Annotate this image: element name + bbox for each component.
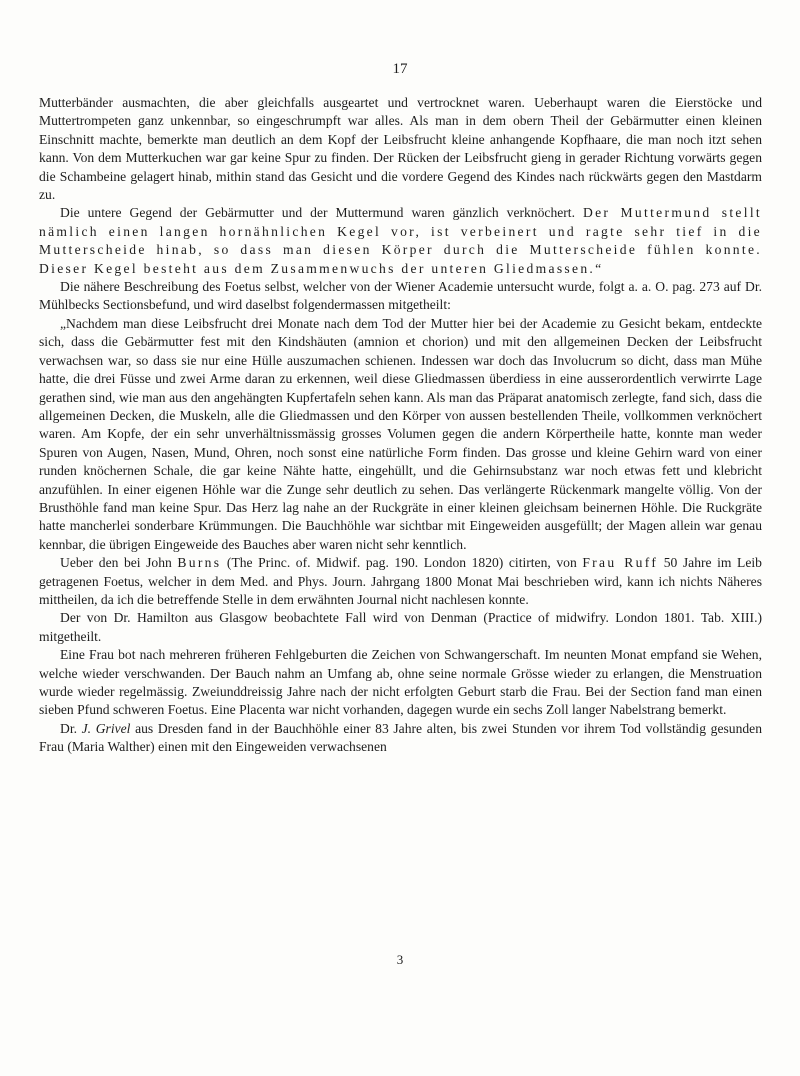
paragraph-2-text: Die untere Gegend der Gebärmutter und der Muttermund waren gänzlich verknöchert. — [60, 205, 575, 221]
paragraph-2 — [39, 204, 762, 278]
paragraph-8-post: aus Dresden fand in der Bauchhöhle einer 83 Jahre alten, bis zwei Stunden vor ihrem Tod vollständig gesunden Frau (Maria Walther) einen mit den Eingeweiden verwachsenen — [39, 720, 762, 755]
paragraph-5-mid: (The Princ. of. Midwif. pag. 190. London 1820) citirten, von — [226, 555, 577, 571]
body-text — [39, 94, 762, 757]
paragraph-2-spaced-text: Der Muttermund stellt nämlich einen langen hornähnlichen Kegel vor, ist verbeinert und ragte sehr tief in die Mutterscheide hinab, so dass man diesen Körper durch die Mutterscheide fühlen konnte. Dieser Kegel besteht aus dem Zusammenwuchs der unteren Gliedmassen.“ — [39, 205, 762, 276]
author-name-burns: Burns — [177, 555, 222, 571]
paragraph-5-post: 50 Jahre im Leib getragenen Foetus, welcher in dem Med. and Phys. Journ. Jahrgang 1800 Monat Mai beschrieben wird, kann ich nichts Näheres mittheilen, da ich die betreffende Stelle in dem erwähnten Journal nicht nachlesen konnte. — [39, 555, 762, 607]
paragraph-5 — [39, 554, 762, 609]
paragraph-5-pre: Ueber den bei John — [60, 555, 172, 571]
paragraph-4: „Nachdem man diese Leibsfrucht drei Monate nach dem Tod der Mutter hier bei der Academie zu Gesicht bekam, entdeckte sich, dass die Gebärmutter fest mit den Kindshäuten (amnion et chorion) und mit den allgemeinen Decken der Leibsfrucht verwachsen war, so dass sie nur eine Hülle auszumachen schienen. Indessen war doch das Involucrum so dicht, dass man Mühe hatte, die drei Füsse und zwei Arme daran zu erkennen, weil diese Gliedmassen überdiess in eine ausserordentlich verwirrte Lage gerathen sind, wie man aus den angehängten Kupfertafeln sehen kann. Als man das Präparat anatomisch zerlegte, fand sich, dass die allgemeinen Decken, die Muskeln, alle die Gliedmassen und den Körper von aussen bestellenden Theile, vollkommen verknöchert waren. Am Kopfe, der ein sehr unverhältnissmässig grosses Volumen gegen die andern Körpertheile hatte, konnte man weder Spuren von Augen, Nasen, Mund, Ohren, noch sonst eine natürliche Form finden. Das grosse und kleine Gehirn ward von einer runden knöchernen Schale, die gar keine Nähte hatte, eingehüllt, und die Gehirnsubstanz war noch etwas fett und klebricht anzufühlen. In einer eigenen Höhle war die Zunge sehr deutlich zu sehen. Das verlängerte Rückenmark mangelte völlig. Von der Brusthöhle fand man keine Spur. Das Herz lag nahe an der Ruckgräte in einer kleinen gleichsam beinernen Höhle. Die Ruckgräte hatte mancherlei sonderbare Krümmungen. Die Bauchhöhle war sichtbar mit Eingeweiden ausgefüllt; der Magen allein war genau kennbar, die übrigen Eingeweide des Bauches aber waren nicht sehr kenntlich. — [39, 315, 762, 552]
paragraph-3: Die nähere Beschreibung des Foetus selbst, welcher von der Wiener Academie untersucht wurde, folgt a. a. O. pag. 273 auf Dr. Mühlbecks Sectionsbefund, und wird daselbst folgendermassen mitgetheilt: — [39, 279, 762, 313]
paragraph-8 — [39, 720, 762, 757]
paragraph-6: Der von Dr. Hamilton aus Glasgow beobachtete Fall wird von Denman (Practice of midwifry. London 1801. Tab. XIII.) mitgetheilt. — [39, 610, 762, 644]
author-name-ruff: Frau Ruff — [582, 555, 659, 571]
paragraph-8-pre: Dr. — [60, 720, 77, 736]
page-number: 17 — [392, 61, 408, 77]
author-name-grivel: J. Grivel — [81, 720, 131, 736]
signature-mark: 3 — [396, 952, 404, 967]
paragraph-1: Mutterbänder ausmachten, die aber gleichfalls ausgeartet und vertrocknet waren. Ueberhaupt waren die Eierstöcke und Muttertrompeten ganz unkennbar, so eingeschrumpft war alles. Als man in dem obern Theil der Gebärmutter einen kleinen Einschnitt machte, bemerkte man deutlich an dem Kopf der Leibsfrucht kleine anhangende Kopfhaare, die man noch itzt sehen kann. Von dem Mutterkuchen war gar keine Spur zu finden. Der Rücken der Leibsfrucht gieng in gerader Richtung vorwärts gegen die Schambeine gelagert hinab, mithin stand das Gesicht und die vordere Gegend des Kindes nach rückwärts gegen den Mastdarm zu. — [39, 95, 762, 203]
paragraph-7: Eine Frau bot nach mehreren früheren Fehlgeburten die Zeichen von Schwangerschaft. Im neunten Monat empfand sie Wehen, welche wieder verschwanden. Der Bauch nahm an Umfang ab, ohne seine normale Grösse wieder zu erlangen, die Menstruation wurde wieder regelmässig. Zweiunddreissig Jahre nach der nicht erfolgten Geburt starb die Frau. Bei der Section fand man einen sieben Pfund schweren Foetus. Eine Placenta war nicht vorhanden, dagegen wurde ein sechs Zoll langer Nabelstrang bemerkt. — [39, 647, 762, 718]
